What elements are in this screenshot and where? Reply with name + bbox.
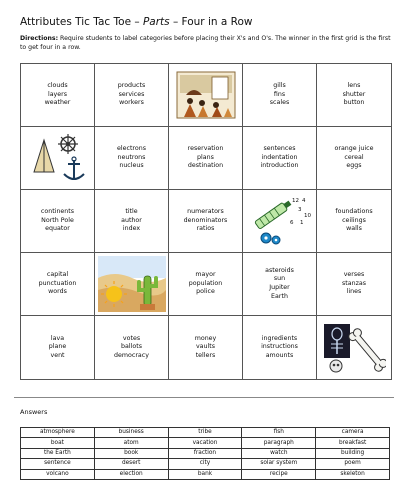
grid-cell bbox=[243, 190, 317, 253]
cell-line: tellers bbox=[195, 351, 216, 359]
cell-line: numerators bbox=[187, 208, 224, 216]
cell-line: foundations bbox=[335, 208, 373, 216]
cell-line: destination bbox=[187, 162, 224, 170]
cell-line: button bbox=[343, 99, 365, 107]
cell-line: asteroids bbox=[265, 266, 294, 274]
cell-line: democracy bbox=[114, 351, 149, 359]
grid-cell bbox=[169, 316, 243, 379]
cell-line: index bbox=[122, 225, 141, 233]
cell-line: verses bbox=[343, 271, 365, 279]
cell-line: lens bbox=[347, 82, 361, 90]
grid-cell bbox=[243, 64, 317, 127]
answer-cell: election bbox=[94, 469, 168, 479]
watch-number: 1 bbox=[299, 220, 303, 226]
skeleton-bones-clipart-icon bbox=[322, 320, 386, 376]
cell-line: plane bbox=[48, 343, 67, 351]
answer-cell: skeleton bbox=[316, 469, 390, 479]
grid-cell bbox=[95, 190, 169, 253]
grid-cell bbox=[95, 316, 169, 379]
cell-line: indentation bbox=[261, 153, 298, 161]
grid-cell bbox=[95, 64, 169, 127]
table-row bbox=[21, 459, 390, 469]
watch-parts-clipart-icon bbox=[248, 194, 312, 248]
answer-cell: bank bbox=[168, 469, 242, 479]
cell-line: introduction bbox=[260, 162, 299, 170]
answer-cell: book bbox=[94, 448, 168, 458]
answer-cell: desert bbox=[94, 459, 168, 469]
tic-tac-toe-grid bbox=[20, 63, 392, 380]
answer-cell: watch bbox=[242, 448, 316, 458]
cell-line: weather bbox=[44, 99, 71, 107]
cell-line: money bbox=[194, 334, 217, 342]
cell-line: walls bbox=[346, 225, 362, 233]
worksheet-title bbox=[20, 16, 252, 28]
cell-line: sun bbox=[273, 275, 286, 283]
directions-text: Require students to label categories before placing their X's and O's. The winner in the first grid is the first to get four in a row. bbox=[20, 35, 391, 51]
answer-cell: city bbox=[168, 459, 242, 469]
grid-cell bbox=[317, 127, 391, 190]
cell-line: eggs bbox=[346, 162, 362, 170]
grid-cell bbox=[317, 253, 391, 316]
cell-line: cereal bbox=[344, 153, 364, 161]
title-suffix: – Four in a Row bbox=[169, 16, 253, 28]
watch-number: 6 bbox=[289, 220, 293, 226]
cell-line: workers bbox=[119, 99, 144, 107]
answers-table bbox=[20, 427, 390, 480]
grid-cell bbox=[169, 64, 243, 127]
answer-cell: sentence bbox=[21, 459, 95, 469]
title-prefix: Attributes Tic Tac Toe – bbox=[20, 16, 143, 28]
grid-cell bbox=[243, 316, 317, 379]
cell-line: title bbox=[125, 208, 138, 216]
grid-cell bbox=[243, 253, 317, 316]
answer-cell: vacation bbox=[168, 438, 242, 448]
cell-line: stanzas bbox=[341, 279, 367, 287]
grid-cell bbox=[317, 316, 391, 379]
cell-line: ballots bbox=[121, 343, 142, 351]
table-row bbox=[21, 469, 390, 479]
directions-label: Directions: bbox=[20, 35, 59, 42]
cell-line: shutter bbox=[342, 90, 366, 98]
answer-cell: fish bbox=[242, 428, 316, 438]
grid-cell bbox=[21, 64, 95, 127]
cell-line: gills bbox=[273, 82, 286, 90]
cell-line: author bbox=[121, 216, 142, 224]
cell-line: scales bbox=[269, 99, 290, 107]
answer-cell: the Earth bbox=[21, 448, 95, 458]
cell-line: North Pole bbox=[41, 216, 74, 224]
cell-line: denominators bbox=[183, 216, 228, 224]
answer-cell: breakfast bbox=[316, 438, 390, 448]
cell-line: nucleus bbox=[119, 162, 144, 170]
answer-cell: boat bbox=[21, 438, 95, 448]
answer-cell: volcano bbox=[21, 469, 95, 479]
cell-line: vaults bbox=[195, 343, 216, 351]
grid-cell bbox=[169, 253, 243, 316]
cell-line: layers bbox=[47, 90, 68, 98]
cell-line: capital bbox=[46, 271, 69, 279]
cell-line: plans bbox=[197, 153, 214, 161]
grid-cell bbox=[243, 127, 317, 190]
directions bbox=[20, 34, 392, 52]
cell-line: reservation bbox=[187, 145, 224, 153]
answer-cell: building bbox=[316, 448, 390, 458]
cell-line: ceilings bbox=[342, 216, 366, 224]
section-divider bbox=[14, 397, 394, 398]
answer-cell: poem bbox=[316, 459, 390, 469]
grid-cell bbox=[21, 316, 95, 379]
cell-line: fins bbox=[273, 90, 286, 98]
cell-line: words bbox=[48, 288, 67, 296]
title-parts: Parts bbox=[142, 16, 170, 28]
table-row bbox=[21, 428, 390, 438]
cell-line: lines bbox=[346, 288, 362, 296]
answer-cell: camera bbox=[316, 428, 390, 438]
grid-cell bbox=[169, 127, 243, 190]
cell-line: Earth bbox=[271, 292, 288, 300]
watch-number: 4 bbox=[301, 198, 305, 204]
cell-line: services bbox=[118, 90, 145, 98]
desert-clipart-icon bbox=[98, 256, 166, 312]
watch-number: 10 bbox=[303, 213, 311, 219]
table-row bbox=[21, 448, 390, 458]
cell-line: ratios bbox=[196, 225, 215, 233]
tribe-village-clipart-icon bbox=[176, 71, 236, 119]
cell-line: neutrons bbox=[117, 153, 146, 161]
cell-line: votes bbox=[122, 334, 141, 342]
answer-cell: fraction bbox=[168, 448, 242, 458]
grid-cell bbox=[21, 190, 95, 253]
answers-heading: Answers bbox=[20, 408, 48, 416]
answer-cell: business bbox=[94, 428, 168, 438]
grid-cell bbox=[95, 253, 169, 316]
watch-number: 12 bbox=[291, 198, 299, 204]
answer-cell: recipe bbox=[242, 469, 316, 479]
table-row bbox=[21, 438, 390, 448]
answer-cell: atmosphere bbox=[21, 428, 95, 438]
cell-line: clouds bbox=[47, 82, 68, 90]
grid-cell bbox=[317, 64, 391, 127]
grid-cell bbox=[95, 127, 169, 190]
grid-cell bbox=[317, 190, 391, 253]
cell-line: equator bbox=[45, 225, 70, 233]
cell-line: continents bbox=[40, 208, 75, 216]
cell-line: punctuation bbox=[38, 279, 77, 287]
cell-line: mayor bbox=[195, 271, 216, 279]
answer-cell: paragraph bbox=[242, 438, 316, 448]
grid-cell bbox=[21, 127, 95, 190]
cell-line: electrons bbox=[116, 145, 146, 153]
cell-line: orange juice bbox=[334, 145, 374, 153]
cell-line: products bbox=[117, 82, 146, 90]
boat-parts-clipart-icon bbox=[28, 132, 88, 184]
cell-line: vent bbox=[50, 351, 65, 359]
cell-line: ingredients bbox=[261, 334, 298, 342]
cell-line: instructions bbox=[261, 343, 298, 351]
cell-line: Jupiter bbox=[269, 284, 290, 291]
cell-line: population bbox=[188, 279, 223, 287]
grid-cell bbox=[21, 253, 95, 316]
cell-line: sentences bbox=[263, 145, 296, 153]
cell-line: amounts bbox=[265, 351, 294, 359]
answer-cell: atom bbox=[94, 438, 168, 448]
watch-number: 3 bbox=[297, 207, 301, 213]
answer-cell: tribe bbox=[168, 428, 242, 438]
cell-line: police bbox=[196, 288, 215, 296]
cell-line: lava bbox=[50, 334, 65, 342]
grid-cell bbox=[169, 190, 243, 253]
answer-cell: solar system bbox=[242, 459, 316, 469]
